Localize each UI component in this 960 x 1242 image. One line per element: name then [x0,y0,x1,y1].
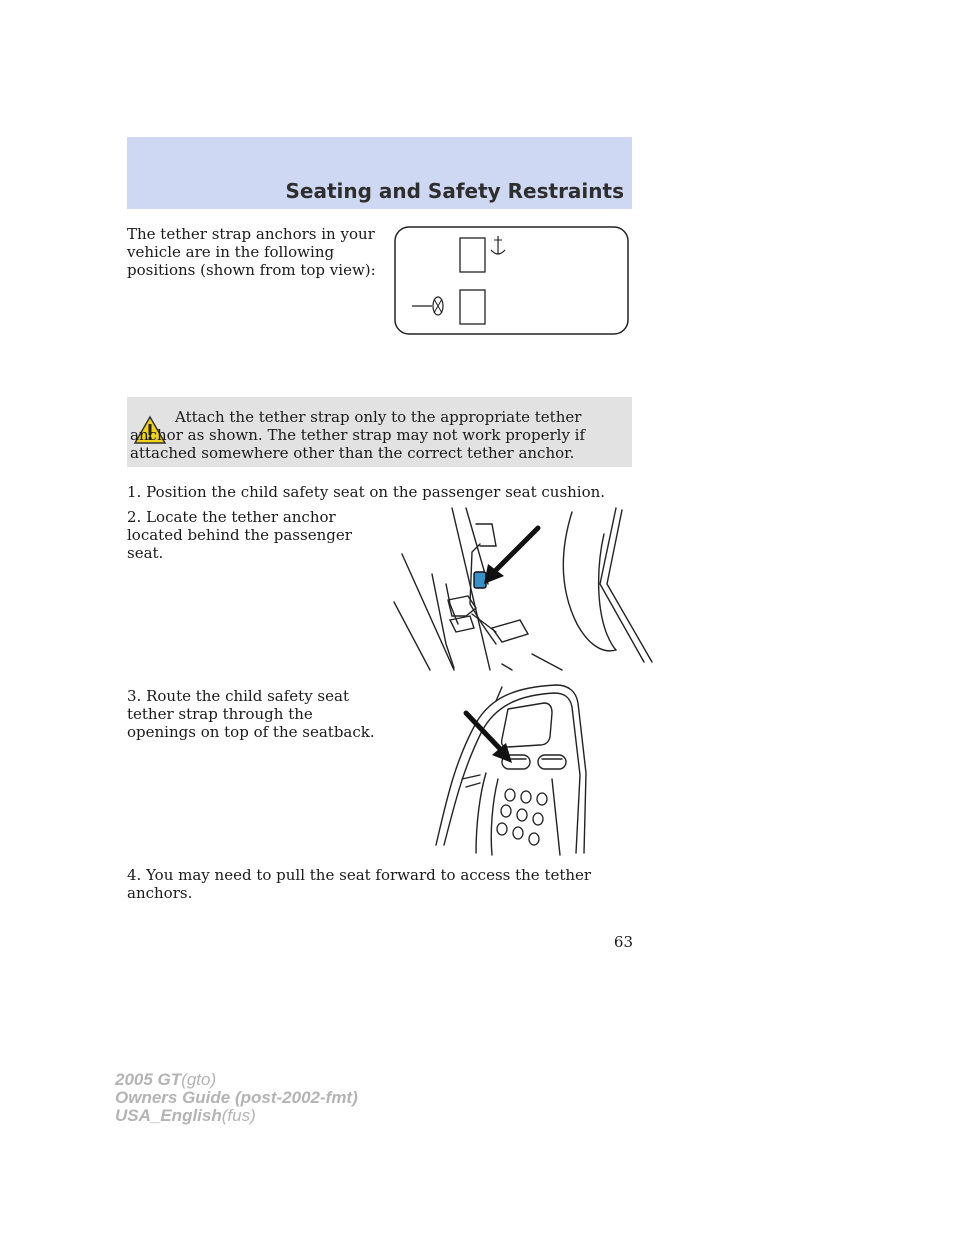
section-header [127,137,632,209]
seatback-openings-illustration [436,683,636,855]
document-footer [115,1071,358,1125]
footer-model: 2005 GT [115,1070,182,1089]
rear-seat-box [460,238,485,272]
footer-model-code: (gto) [181,1070,217,1089]
pointer-arrow [492,528,538,574]
step-3: 3. Route the child safety seat tether strap through the openings on top of the seatback. [127,687,375,741]
steering-wheel-icon [412,297,443,315]
page-number: 63 [613,933,633,951]
seat-button-array [497,789,547,845]
footer-language-code: (fus) [221,1106,256,1125]
anchor-position-diagram [394,226,630,336]
footer-guide: Owners Guide (post-2002-fmt) [115,1088,358,1107]
step-4: 4. You may need to pull the seat forward to access the tether anchors. [127,866,592,902]
pointer-arrow-2 [466,713,504,753]
tether-anchor-highlight [474,572,486,588]
step-2: 2. Locate the tether anchor located behind the passenger seat. [127,508,352,562]
footer-language: USA_English [115,1106,222,1125]
front-seat-box [460,290,485,324]
intro-paragraph: The tether strap anchors in your vehicle are in the following positions (shown from top view): [127,225,376,279]
step-1: 1. Position the child safety seat on the passenger seat cushion. [127,483,606,501]
warning-box [127,397,632,467]
tether-anchor-icon [491,236,505,254]
section-title: Seating and Safety Restraints [285,179,624,203]
anchor-behind-seat-illustration [392,504,664,674]
warning-text: Attach the tether strap only to the appropriate tether anchor as shown. The tether strap may not work properly if attached somewhere other than the correct tether anchor. [130,408,586,462]
